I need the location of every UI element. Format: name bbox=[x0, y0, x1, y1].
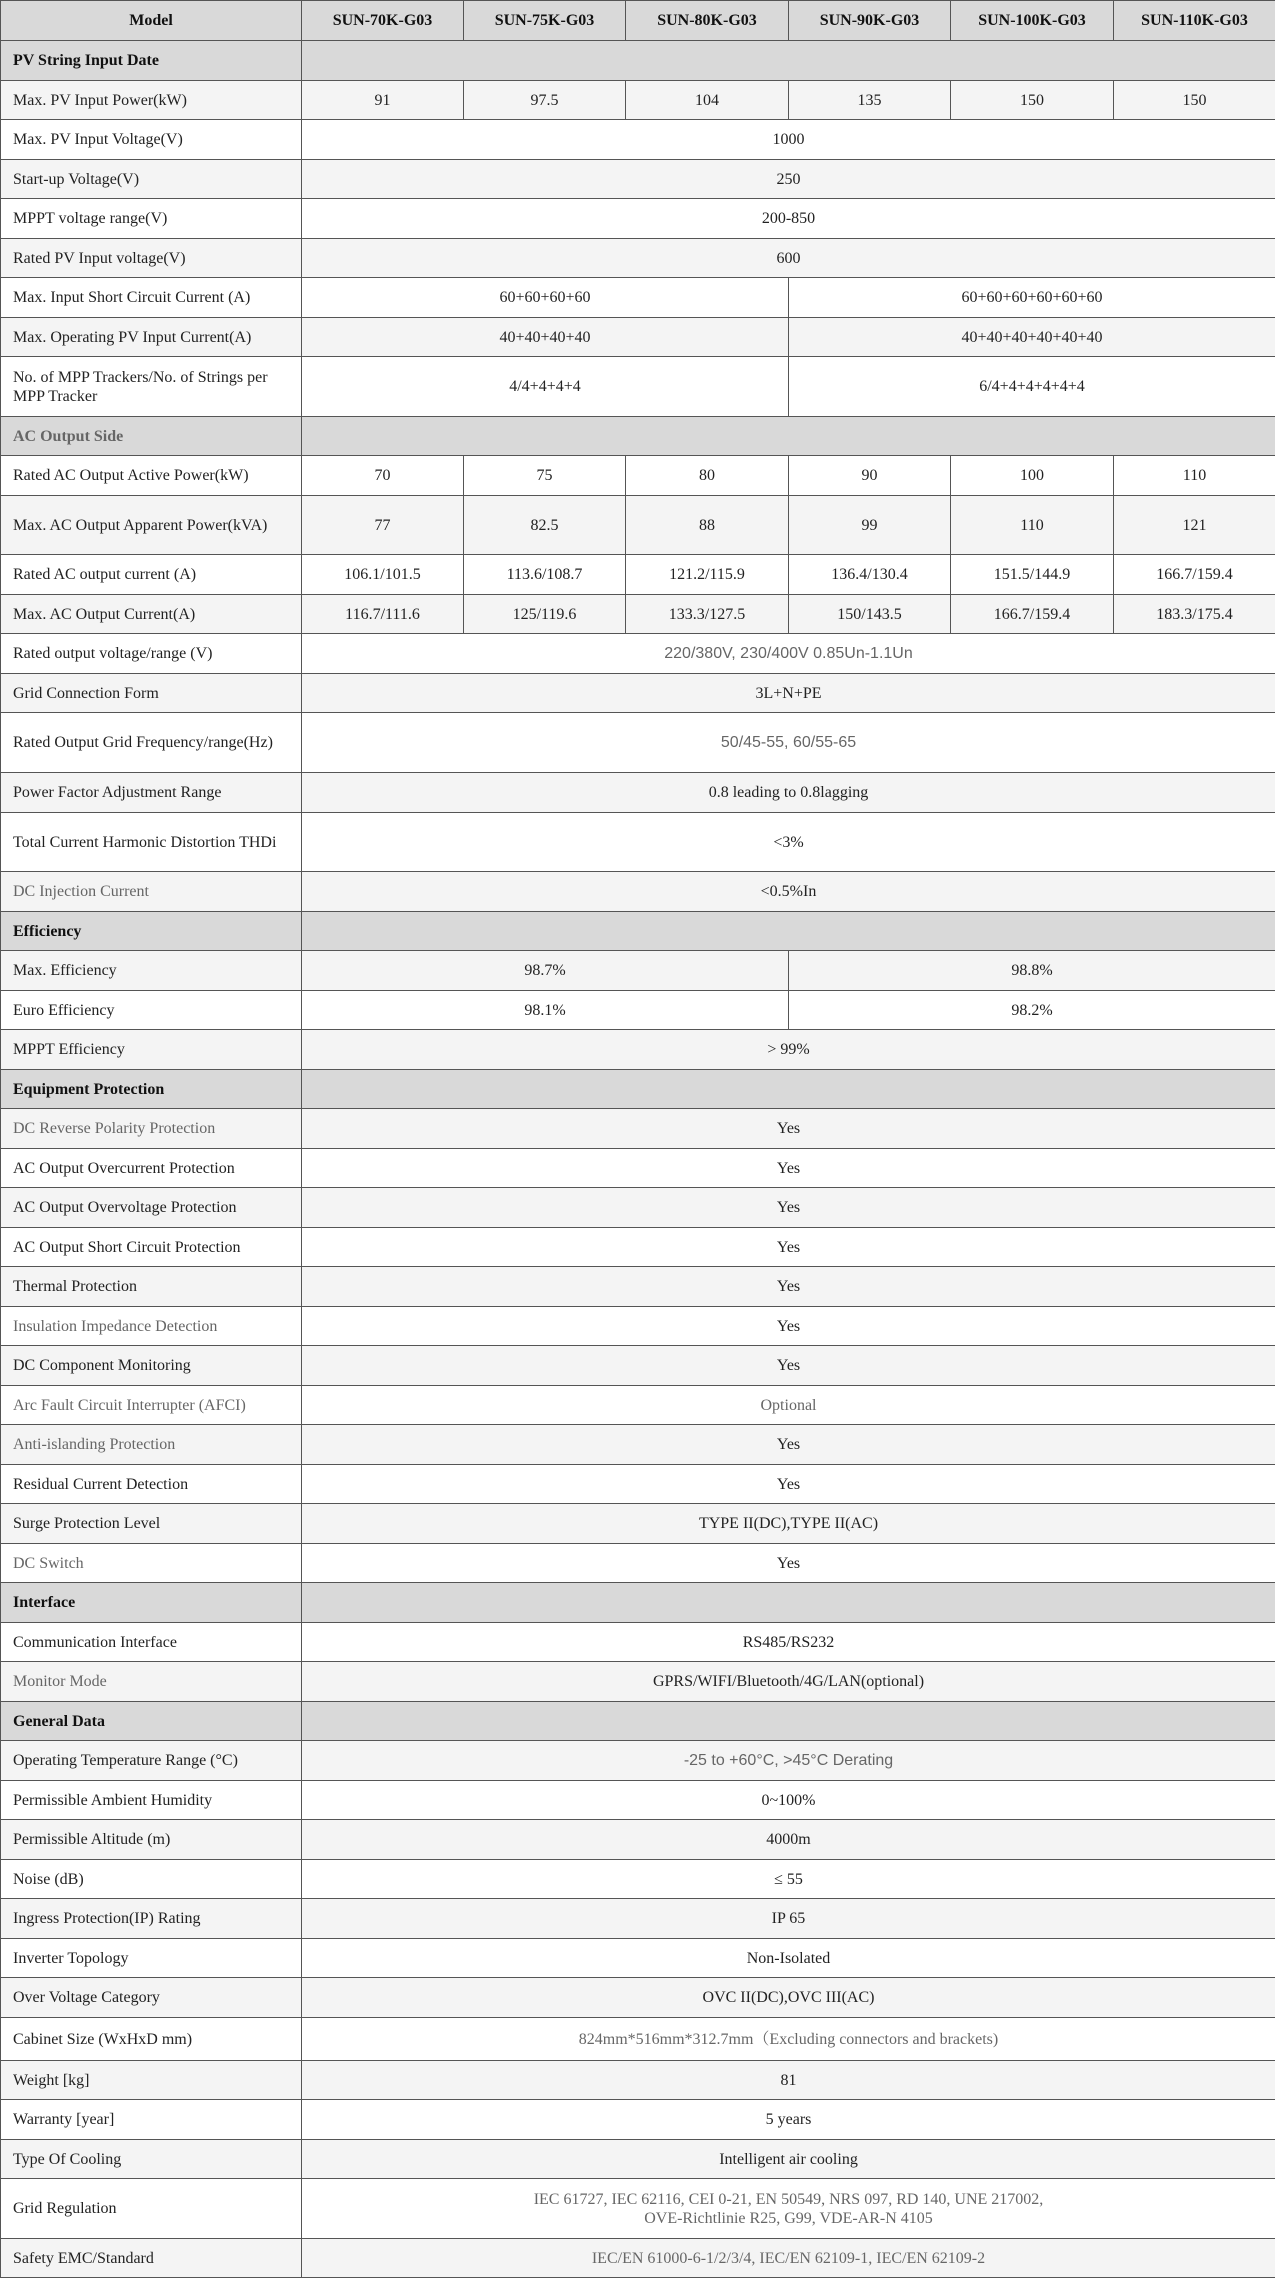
spec-value: 0.8 leading to 0.8lagging bbox=[302, 773, 1275, 813]
spec-row-monitor-mode bbox=[1, 1662, 1275, 1702]
spec-value: 40+40+40+40 bbox=[302, 318, 789, 357]
spec-row-dc-component bbox=[1, 1346, 1275, 1386]
spec-row-operating-current bbox=[1, 318, 1275, 357]
header-model-70k: SUN-70K-G03 bbox=[302, 1, 464, 41]
spec-row-insulation-detection bbox=[1, 1307, 1275, 1346]
spec-row-anti-islanding bbox=[1, 1425, 1275, 1465]
header-row bbox=[1, 1, 1275, 41]
spec-row-max-pv-power bbox=[1, 81, 1275, 120]
spec-label: Start-up Voltage(V) bbox=[1, 160, 302, 199]
spec-label: Max. Operating PV Input Current(A) bbox=[1, 318, 302, 357]
spec-value: 60+60+60+60+60+60 bbox=[789, 278, 1275, 318]
spec-label: Insulation Impedance Detection bbox=[1, 1307, 302, 1346]
spec-label: AC Output Overvoltage Protection bbox=[1, 1188, 302, 1228]
spec-value: IEC/EN 61000-6-1/2/3/4, IEC/EN 62109-1, IEC/EN 62109-2 bbox=[302, 2239, 1275, 2278]
spec-value: Optional bbox=[302, 1386, 1275, 1425]
spec-label: Max. Input Short Circuit Current (A) bbox=[1, 278, 302, 318]
header-model-80k: SUN-80K-G03 bbox=[626, 1, 789, 41]
spec-value: Yes bbox=[302, 1228, 1275, 1267]
spec-label: Communication Interface bbox=[1, 1623, 302, 1662]
spec-row-topology bbox=[1, 1939, 1275, 1978]
spec-label: AC Output Short Circuit Protection bbox=[1, 1228, 302, 1267]
spec-label: Grid Connection Form bbox=[1, 674, 302, 713]
spec-label: DC Component Monitoring bbox=[1, 1346, 302, 1386]
section-efficiency bbox=[1, 912, 1275, 951]
spec-value: 600 bbox=[302, 239, 1275, 278]
section-title: General Data bbox=[1, 1702, 302, 1741]
spec-label: AC Output Overcurrent Protection bbox=[1, 1149, 302, 1188]
spec-value: 116.7/111.6 bbox=[302, 595, 464, 634]
spec-value: 5 years bbox=[302, 2100, 1275, 2140]
spec-label: Rated Output Grid Frequency/range(Hz) bbox=[1, 713, 302, 773]
spec-value: 150 bbox=[951, 81, 1114, 120]
spec-row-ac-overcurrent bbox=[1, 1149, 1275, 1188]
spec-label: Rated PV Input voltage(V) bbox=[1, 239, 302, 278]
spec-value: Non-Isolated bbox=[302, 1939, 1275, 1978]
spec-row-ac-rated-current bbox=[1, 555, 1275, 595]
spec-row-warranty bbox=[1, 2100, 1275, 2140]
section-title: PV String Input Date bbox=[1, 41, 302, 81]
header-model-110k: SUN-110K-G03 bbox=[1114, 1, 1275, 41]
spec-row-power-factor bbox=[1, 773, 1275, 813]
spec-label: Operating Temperature Range (°C) bbox=[1, 1741, 302, 1781]
spec-row-grid-connection bbox=[1, 674, 1275, 713]
spec-value: GPRS/WIFI/Bluetooth/4G/LAN(optional) bbox=[302, 1662, 1275, 1702]
spec-label: Max. PV Input Power(kW) bbox=[1, 81, 302, 120]
spec-label: Rated AC output current (A) bbox=[1, 555, 302, 595]
spec-row-dc-reverse-polarity bbox=[1, 1109, 1275, 1149]
spec-value: 110 bbox=[951, 496, 1114, 555]
spec-label: Arc Fault Circuit Interrupter (AFCI) bbox=[1, 1386, 302, 1425]
spec-row-ac-max-current bbox=[1, 595, 1275, 634]
spec-value: 151.5/144.9 bbox=[951, 555, 1114, 595]
spec-row-max-efficiency bbox=[1, 951, 1275, 991]
spec-value: 98.2% bbox=[789, 991, 1275, 1030]
spec-value: IP 65 bbox=[302, 1899, 1275, 1939]
spec-value: 121.2/115.9 bbox=[626, 555, 789, 595]
spec-value: 98.7% bbox=[302, 951, 789, 991]
header-model-75k: SUN-75K-G03 bbox=[464, 1, 626, 41]
spec-row-afci bbox=[1, 1386, 1275, 1425]
spec-label: Rated AC Output Active Power(kW) bbox=[1, 456, 302, 496]
header-model: Model bbox=[1, 1, 302, 41]
spec-value: 90 bbox=[789, 456, 951, 496]
spec-label: Safety EMC/Standard bbox=[1, 2239, 302, 2278]
spec-label: Permissible Ambient Humidity bbox=[1, 1781, 302, 1820]
section-title: Interface bbox=[1, 1583, 302, 1623]
spec-value: TYPE II(DC),TYPE II(AC) bbox=[302, 1504, 1275, 1544]
spec-row-overvoltage-category bbox=[1, 1978, 1275, 2018]
spec-row-mppt-range bbox=[1, 199, 1275, 239]
section-title: Efficiency bbox=[1, 912, 302, 951]
spec-label: DC Reverse Polarity Protection bbox=[1, 1109, 302, 1149]
spec-label: Euro Efficiency bbox=[1, 991, 302, 1030]
spec-row-grid-regulation bbox=[1, 2179, 1275, 2239]
spec-value: 136.4/130.4 bbox=[789, 555, 951, 595]
spec-row-ac-overvoltage bbox=[1, 1188, 1275, 1228]
spec-row-weight bbox=[1, 2061, 1275, 2100]
spec-value: RS485/RS232 bbox=[302, 1623, 1275, 1662]
spec-row-humidity bbox=[1, 1781, 1275, 1820]
spec-label: Weight [kg] bbox=[1, 2061, 302, 2100]
spec-label: Noise (dB) bbox=[1, 1860, 302, 1899]
spec-value: Yes bbox=[302, 1465, 1275, 1504]
spec-value: Yes bbox=[302, 1346, 1275, 1386]
spec-row-ip-rating bbox=[1, 1899, 1275, 1939]
spec-value bbox=[302, 2179, 1275, 2239]
spec-value: 121 bbox=[1114, 496, 1275, 555]
spec-label: Max. Efficiency bbox=[1, 951, 302, 991]
spec-value: 50/45-55, 60/55-65 bbox=[302, 713, 1275, 773]
spec-label: DC Switch bbox=[1, 1544, 302, 1583]
spec-value: 88 bbox=[626, 496, 789, 555]
spec-label: MPPT voltage range(V) bbox=[1, 199, 302, 239]
spec-row-altitude bbox=[1, 1820, 1275, 1860]
spec-value: 100 bbox=[951, 456, 1114, 496]
spec-label: Max. PV Input Voltage(V) bbox=[1, 120, 302, 160]
spec-value: 113.6/108.7 bbox=[464, 555, 626, 595]
spec-label: Max. AC Output Current(A) bbox=[1, 595, 302, 634]
header-model-100k: SUN-100K-G03 bbox=[951, 1, 1114, 41]
spec-label: Surge Protection Level bbox=[1, 1504, 302, 1544]
spec-value: <0.5%In bbox=[302, 872, 1275, 912]
spec-row-residual-current bbox=[1, 1465, 1275, 1504]
spec-row-cooling bbox=[1, 2140, 1275, 2179]
spec-value: 98.1% bbox=[302, 991, 789, 1030]
spec-label: Cabinet Size (WxHxD mm) bbox=[1, 2018, 302, 2061]
spec-value: <3% bbox=[302, 813, 1275, 872]
spec-value: 150 bbox=[1114, 81, 1275, 120]
spec-label: Max. AC Output Apparent Power(kVA) bbox=[1, 496, 302, 555]
spec-value: 70 bbox=[302, 456, 464, 496]
spec-label: Over Voltage Category bbox=[1, 1978, 302, 2018]
spec-label: Type Of Cooling bbox=[1, 2140, 302, 2179]
spec-value: 104 bbox=[626, 81, 789, 120]
spec-value: 110 bbox=[1114, 456, 1275, 496]
section-interface bbox=[1, 1583, 1275, 1623]
spec-value: 98.8% bbox=[789, 951, 1275, 991]
spec-value: 220/380V, 230/400V 0.85Un-1.1Un bbox=[302, 634, 1275, 674]
spec-row-short-circuit bbox=[1, 278, 1275, 318]
spec-value: 150/143.5 bbox=[789, 595, 951, 634]
spec-value: Intelligent air cooling bbox=[302, 2140, 1275, 2179]
spec-value: Yes bbox=[302, 1149, 1275, 1188]
spec-value: 824mm*516mm*312.7mm（Excluding connectors and brackets) bbox=[302, 2018, 1275, 2061]
spec-value: 80 bbox=[626, 456, 789, 496]
spec-row-thd bbox=[1, 813, 1275, 872]
spec-row-surge-protection bbox=[1, 1504, 1275, 1544]
spec-row-noise bbox=[1, 1860, 1275, 1899]
spec-label: Ingress Protection(IP) Rating bbox=[1, 1899, 302, 1939]
spec-value: Yes bbox=[302, 1425, 1275, 1465]
spec-row-grid-frequency bbox=[1, 713, 1275, 773]
spec-label: No. of MPP Trackers/No. of Strings per MPP Tracker bbox=[1, 357, 302, 417]
spec-label: Total Current Harmonic Distortion THDi bbox=[1, 813, 302, 872]
spec-value: 250 bbox=[302, 160, 1275, 199]
spec-row-dc-switch bbox=[1, 1544, 1275, 1583]
spec-value: Yes bbox=[302, 1544, 1275, 1583]
spec-value: Yes bbox=[302, 1188, 1275, 1228]
spec-value: ≤ 55 bbox=[302, 1860, 1275, 1899]
spec-row-euro-efficiency bbox=[1, 991, 1275, 1030]
spec-label: Rated output voltage/range (V) bbox=[1, 634, 302, 674]
spec-label: DC Injection Current bbox=[1, 872, 302, 912]
spec-row-ac-active-power bbox=[1, 456, 1275, 496]
spec-value: 4/4+4+4+4 bbox=[302, 357, 789, 417]
spec-row-thermal-protection bbox=[1, 1267, 1275, 1307]
section-equipment-protection bbox=[1, 1070, 1275, 1109]
spec-value: 91 bbox=[302, 81, 464, 120]
section-general-data bbox=[1, 1702, 1275, 1741]
spec-value: > 99% bbox=[302, 1030, 1275, 1070]
spec-row-dc-injection bbox=[1, 872, 1275, 912]
spec-value: 99 bbox=[789, 496, 951, 555]
spec-value: 125/119.6 bbox=[464, 595, 626, 634]
spec-value: 0~100% bbox=[302, 1781, 1275, 1820]
spec-row-cabinet-size bbox=[1, 2018, 1275, 2061]
spec-value: OVC II(DC),OVC III(AC) bbox=[302, 1978, 1275, 2018]
grid-regulation-line-2: OVE-Richtlinie R25, G99, VDE-AR-N 4105 bbox=[644, 2209, 933, 2227]
spec-row-startup-voltage bbox=[1, 160, 1275, 199]
spec-label: Warranty [year] bbox=[1, 2100, 302, 2140]
section-title: Equipment Protection bbox=[1, 1070, 302, 1109]
spec-row-operating-temperature bbox=[1, 1741, 1275, 1781]
spec-value: Yes bbox=[302, 1109, 1275, 1149]
header-model-90k: SUN-90K-G03 bbox=[789, 1, 951, 41]
spec-row-safety-emc bbox=[1, 2239, 1275, 2278]
spec-value: 81 bbox=[302, 2061, 1275, 2100]
spec-label: Anti-islanding Protection bbox=[1, 1425, 302, 1465]
grid-regulation-line-1: IEC 61727, IEC 62116, CEI 0-21, EN 50549, NRS 097, RD 140, UNE 217002, bbox=[533, 2190, 1044, 2208]
spec-value: 75 bbox=[464, 456, 626, 496]
spec-value: 4000m bbox=[302, 1820, 1275, 1860]
spec-label: MPPT Efficiency bbox=[1, 1030, 302, 1070]
spec-value: 40+40+40+40+40+40 bbox=[789, 318, 1275, 357]
spec-value: 166.7/159.4 bbox=[951, 595, 1114, 634]
spec-label: Residual Current Detection bbox=[1, 1465, 302, 1504]
spec-value: 97.5 bbox=[464, 81, 626, 120]
spec-value: Yes bbox=[302, 1307, 1275, 1346]
spec-row-communication bbox=[1, 1623, 1275, 1662]
spec-row-ac-short-circuit bbox=[1, 1228, 1275, 1267]
spec-row-mpp-trackers bbox=[1, 357, 1275, 417]
spec-label: Monitor Mode bbox=[1, 1662, 302, 1702]
spec-row-max-pv-voltage bbox=[1, 120, 1275, 160]
spec-row-mppt-efficiency bbox=[1, 1030, 1275, 1070]
spec-value: 77 bbox=[302, 496, 464, 555]
spec-value: 6/4+4+4+4+4+4 bbox=[789, 357, 1275, 417]
spec-value: 183.3/175.4 bbox=[1114, 595, 1275, 634]
spec-value: 135 bbox=[789, 81, 951, 120]
spec-row-output-voltage bbox=[1, 634, 1275, 674]
spec-value: 200-850 bbox=[302, 199, 1275, 239]
spec-row-rated-pv-voltage bbox=[1, 239, 1275, 278]
section-title: AC Output Side bbox=[1, 417, 302, 456]
spec-value: Yes bbox=[302, 1267, 1275, 1307]
spec-value: 60+60+60+60 bbox=[302, 278, 789, 318]
spec-value: 1000 bbox=[302, 120, 1275, 160]
spec-label: Power Factor Adjustment Range bbox=[1, 773, 302, 813]
spec-value: -25 to +60°C, >45°C Derating bbox=[302, 1741, 1275, 1781]
spec-value: 82.5 bbox=[464, 496, 626, 555]
spec-row-ac-apparent-power bbox=[1, 496, 1275, 555]
spec-value: 3L+N+PE bbox=[302, 674, 1275, 713]
spec-value: 166.7/159.4 bbox=[1114, 555, 1275, 595]
section-ac-output bbox=[1, 417, 1275, 456]
spec-label: Grid Regulation bbox=[1, 2179, 302, 2239]
spec-value: 106.1/101.5 bbox=[302, 555, 464, 595]
spec-label: Thermal Protection bbox=[1, 1267, 302, 1307]
section-pv-input bbox=[1, 41, 1275, 81]
spec-label: Permissible Altitude (m) bbox=[1, 1820, 302, 1860]
spec-value: 133.3/127.5 bbox=[626, 595, 789, 634]
spec-label: Inverter Topology bbox=[1, 1939, 302, 1978]
